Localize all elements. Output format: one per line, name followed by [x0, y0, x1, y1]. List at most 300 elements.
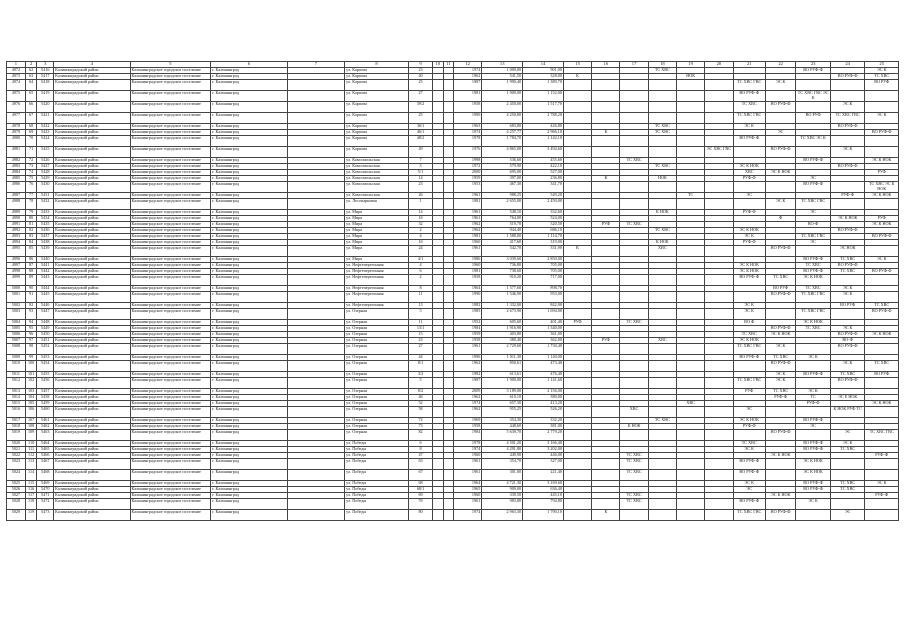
- table-cell: ул. Карпова: [345, 80, 409, 91]
- table-cell: [287, 292, 345, 303]
- table-cell: 62: [25, 68, 37, 74]
- table-cell: Калининградский район: [54, 210, 130, 216]
- table-cell: [443, 459, 453, 470]
- table-cell: 63: [25, 74, 37, 80]
- table-cell: Калининградское городское поселение: [130, 332, 211, 338]
- table-cell: 331,90: [523, 246, 564, 257]
- table-cell: [592, 136, 620, 147]
- table-cell: 1959: [454, 332, 482, 338]
- table-cell: [563, 361, 591, 372]
- table-cell: 5431: [37, 193, 54, 199]
- table-cell: Калининградское городское поселение: [130, 326, 211, 332]
- table-row: [7, 459, 899, 470]
- table-cell: г. Калининград: [211, 510, 287, 521]
- table-cell: [592, 113, 620, 124]
- table-cell: [592, 292, 620, 303]
- table-cell: 64: [25, 80, 37, 91]
- table-cell: 5446: [37, 303, 54, 309]
- table-cell: ВО РУФ-Ф: [733, 136, 765, 147]
- table-cell: ТС ХВС ЭС К: [796, 136, 831, 147]
- table-cell: ул. Победы: [345, 481, 409, 487]
- table-cell: ул. Карпова: [345, 68, 409, 74]
- table-cell: ЭС К: [733, 447, 765, 453]
- table-cell: [620, 275, 648, 286]
- table-cell: Калининградский район: [54, 424, 130, 430]
- table-cell: 4996: [7, 257, 26, 263]
- table-cell: 5428: [37, 170, 54, 176]
- table-cell: 116: [25, 487, 37, 493]
- table-cell: 1969: [454, 418, 482, 424]
- table-cell: ЭС К НОК: [733, 263, 765, 269]
- table-cell: [592, 102, 620, 113]
- table-cell: ЭС К НОК: [830, 216, 865, 222]
- table-cell: 2 459,00: [523, 199, 564, 210]
- table-row: [7, 80, 899, 91]
- table-cell: Калининградское городское поселение: [130, 361, 211, 372]
- table-cell: 1964: [454, 286, 482, 292]
- table-cell: [443, 102, 453, 113]
- table-cell: [287, 246, 345, 257]
- table-cell: ВО РУФ-Ф: [796, 182, 831, 193]
- table-cell: ВО РУФ-Ф: [733, 499, 765, 510]
- table-cell: 79: [25, 210, 37, 216]
- table-cell: Калининградское городское поселение: [130, 234, 211, 240]
- table-cell: [287, 407, 345, 418]
- column-number: 19: [677, 62, 705, 68]
- table-cell: [433, 80, 443, 91]
- table-cell: г. Калининград: [211, 130, 287, 136]
- table-cell: 4 250,80: [482, 113, 523, 124]
- table-cell: ВО РУФ: [865, 80, 899, 91]
- table-cell: Калининградское городское поселение: [130, 470, 211, 481]
- table-cell: Калининградское городское поселение: [130, 481, 211, 487]
- table-cell: [830, 80, 865, 91]
- table-cell: [705, 378, 733, 389]
- table-cell: Калининградский район: [54, 320, 130, 326]
- table-cell: ВО РУФ-Ф: [830, 332, 865, 338]
- table-cell: [620, 430, 648, 441]
- table-cell: ВО РУФ-Ф: [733, 355, 765, 361]
- table-cell: Калининградский район: [54, 130, 130, 136]
- table-cell: Калининградский район: [54, 430, 130, 441]
- column-number: 6: [211, 62, 287, 68]
- table-cell: [733, 430, 765, 441]
- table-cell: г. Калининград: [211, 344, 287, 355]
- table-cell: г. Калининград: [211, 303, 287, 309]
- table-cell: ВО РУФ-Ф: [765, 147, 795, 158]
- table-cell: [705, 246, 733, 257]
- table-cell: ТС ХВС ГВС: [733, 80, 765, 91]
- table-cell: Калининградское городское поселение: [130, 338, 211, 344]
- table-cell: 5441: [37, 263, 54, 269]
- table-cell: 5445: [37, 292, 54, 303]
- table-cell: ЭС ХВС ГВС: [705, 147, 733, 158]
- table-cell: 5 639,70: [482, 430, 523, 441]
- table-cell: 5421: [37, 113, 54, 124]
- table-cell: 23: [409, 182, 433, 193]
- table-cell: 76: [409, 499, 433, 510]
- table-cell: 4 721,30: [482, 481, 523, 487]
- table-cell: ТС ХВС ГВС: [733, 510, 765, 521]
- table-cell: 445,10: [523, 493, 564, 499]
- table-cell: 5029: [7, 510, 26, 521]
- table-cell: [592, 147, 620, 158]
- table-cell: Калининградское городское поселение: [130, 286, 211, 292]
- table-cell: [705, 510, 733, 521]
- table-cell: ТС ХВС: [765, 389, 795, 395]
- table-body: [7, 62, 899, 521]
- table-cell: [705, 199, 733, 210]
- table-cell: ЭС К НОК: [796, 275, 831, 286]
- table-cell: 46/1: [409, 130, 433, 136]
- table-cell: [287, 80, 345, 91]
- table-cell: ул. Озерная: [345, 355, 409, 361]
- table-cell: ТС ХВС: [620, 459, 648, 470]
- table-cell: [865, 459, 899, 470]
- table-cell: Калининградский район: [54, 453, 130, 459]
- table-cell: г. Калининград: [211, 395, 287, 401]
- table-cell: г. Калининград: [211, 240, 287, 246]
- table-cell: 1981: [454, 234, 482, 240]
- table-cell: 26: [409, 193, 433, 199]
- table-cell: 36/1: [409, 124, 433, 130]
- table-cell: К НОК: [648, 210, 676, 216]
- table-cell: ЭС К НОК: [733, 228, 765, 234]
- table-cell: 327,00: [523, 459, 564, 470]
- table-cell: [677, 309, 705, 320]
- table-cell: ул. Озерная: [345, 338, 409, 344]
- table-cell: 5447: [37, 309, 54, 320]
- table-cell: 1 790,10: [523, 510, 564, 521]
- table-cell: 14: [409, 176, 433, 182]
- table-cell: Калининградский район: [54, 389, 130, 395]
- table-cell: 301,00: [482, 470, 523, 481]
- table-cell: ул. Мира: [345, 216, 409, 222]
- table-cell: ТС ХВС ГВС: [733, 344, 765, 355]
- table-cell: [592, 309, 620, 320]
- table-cell: 2 850,00: [523, 257, 564, 263]
- table-cell: 1 152,00: [523, 91, 564, 102]
- table-cell: Калининградское городское поселение: [130, 158, 211, 164]
- table-cell: ул. Озерная: [345, 378, 409, 389]
- table-cell: Калининградский район: [54, 136, 130, 147]
- table-cell: [443, 344, 453, 355]
- table-cell: [796, 430, 831, 441]
- table-cell: 5463: [37, 430, 54, 441]
- table-cell: ТС ХВС ГВС: [796, 309, 831, 320]
- table-cell: Калининградский район: [54, 481, 130, 487]
- table-cell: ВО-Ф: [830, 338, 865, 344]
- table-cell: 2 779,20: [523, 430, 564, 441]
- table-cell: 605,60: [482, 320, 523, 326]
- table-cell: НОК: [648, 176, 676, 182]
- table-cell: 705,00: [523, 269, 564, 275]
- table-cell: Калининградское городское поселение: [130, 164, 211, 170]
- table-cell: [433, 102, 443, 113]
- table-cell: Калининградское городское поселение: [130, 147, 211, 158]
- table-cell: ЭС К НОК: [865, 193, 899, 199]
- table-cell: 1958: [454, 424, 482, 430]
- table-cell: РУФ-Ф: [733, 424, 765, 430]
- column-number: 4: [54, 62, 130, 68]
- table-cell: ЭС К НОК: [765, 170, 795, 176]
- table-cell: 11: [409, 292, 433, 303]
- table-cell: Калининградское городское поселение: [130, 210, 211, 216]
- table-cell: 5: [409, 309, 433, 320]
- table-cell: [677, 499, 705, 510]
- table-cell: ЭС К: [733, 481, 765, 487]
- table-cell: ТС ХВС: [830, 257, 865, 263]
- table-cell: 988,25: [482, 193, 523, 199]
- table-cell: ВО РУФ-Ф: [733, 91, 765, 102]
- table-cell: [620, 113, 648, 124]
- table-cell: ТС ХВС: [620, 453, 648, 459]
- table-cell: [705, 292, 733, 303]
- table-cell: [592, 499, 620, 510]
- table-cell: ЭС: [733, 487, 765, 493]
- table-cell: г. Калининград: [211, 147, 287, 158]
- table-cell: ЭС К НОК: [765, 493, 795, 499]
- table-cell: [648, 136, 676, 147]
- table-cell: ул. Карпова: [345, 74, 409, 80]
- table-cell: ЭС К НОК: [865, 332, 899, 338]
- table-cell: 87: [25, 263, 37, 269]
- table-cell: [563, 510, 591, 521]
- table-cell: 449,90: [482, 453, 523, 459]
- table-cell: ВО РУФ-Ф: [865, 309, 899, 320]
- table-cell: 2 729,60: [482, 344, 523, 355]
- table-cell: 413,20: [523, 401, 564, 407]
- table-cell: ул. Победы: [345, 459, 409, 470]
- table-cell: [443, 510, 453, 521]
- table-cell: ул. Победы: [345, 441, 409, 447]
- table-cell: ЭС К НОК: [733, 418, 765, 424]
- table-cell: ТС ХВС: [620, 222, 648, 228]
- table-cell: 73: [409, 424, 433, 430]
- table-cell: 5466: [37, 453, 54, 459]
- table-cell: 93: [25, 309, 37, 320]
- table-cell: 106: [25, 407, 37, 418]
- table-cell: 5422: [37, 124, 54, 130]
- table-cell: г. Калининград: [211, 222, 287, 228]
- table-cell: г. Калининград: [211, 193, 287, 199]
- table-cell: ВО РУФ-Ф: [733, 459, 765, 470]
- table-cell: 5459: [37, 401, 54, 407]
- table-row: [7, 275, 899, 286]
- table-row: [7, 361, 899, 372]
- table-cell: 380,40: [482, 338, 523, 344]
- table-cell: 5425: [37, 147, 54, 158]
- column-number: 16: [592, 62, 620, 68]
- column-number: 11: [443, 62, 453, 68]
- table-cell: [677, 113, 705, 124]
- table-cell: 3 494,60: [523, 147, 564, 158]
- table-cell: 524,00: [523, 216, 564, 222]
- table-cell: РУФ: [592, 222, 620, 228]
- table-cell: 104: [25, 395, 37, 401]
- table-cell: Ф: [765, 216, 795, 222]
- table-cell: 5437: [37, 234, 54, 240]
- table-cell: ВО РУФ: [865, 372, 899, 378]
- table-cell: [677, 344, 705, 355]
- table-cell: [443, 136, 453, 147]
- table-cell: 5010: [7, 361, 26, 372]
- table-cell: 953,00: [523, 292, 564, 303]
- table-cell: ул. Комсомольская: [345, 158, 409, 164]
- table-cell: Калининградское городское поселение: [130, 257, 211, 263]
- table-cell: Калининградское городское поселение: [130, 430, 211, 441]
- table-cell: 332,60: [523, 210, 564, 216]
- table-cell: [830, 91, 865, 102]
- table-cell: ул. Мира: [345, 228, 409, 234]
- table-cell: [648, 459, 676, 470]
- table-cell: Калининградское городское поселение: [130, 80, 211, 91]
- table-cell: 1987: [454, 80, 482, 91]
- table-cell: [433, 91, 443, 102]
- table-cell: ТС ХВС: [830, 372, 865, 378]
- table-cell: 1 546,90: [482, 292, 523, 303]
- table-cell: 1974: [454, 401, 482, 407]
- table-cell: НОК: [677, 74, 705, 80]
- table-cell: 448,60: [482, 424, 523, 430]
- table-cell: 736,80: [482, 263, 523, 269]
- table-cell: 1958: [454, 275, 482, 286]
- table-cell: Калининградское городское поселение: [130, 401, 211, 407]
- table-cell: ЭС К НОК: [733, 269, 765, 275]
- table-cell: ул. Комсомольская: [345, 170, 409, 176]
- table-cell: [677, 91, 705, 102]
- table-cell: 1 009,00: [482, 68, 523, 74]
- column-number: 20: [705, 62, 733, 68]
- table-cell: [433, 470, 443, 481]
- table-cell: 105: [25, 401, 37, 407]
- table-cell: [677, 378, 705, 389]
- table-cell: [563, 80, 591, 91]
- table-cell: 1984: [454, 326, 482, 332]
- table-cell: [287, 182, 345, 193]
- table-cell: 542,70: [482, 246, 523, 257]
- table-cell: 328,00: [523, 74, 564, 80]
- table-cell: ТС ХВС ГВС: [865, 430, 899, 441]
- column-number: 22: [765, 62, 795, 68]
- table-cell: РУФ: [865, 216, 899, 222]
- table-cell: г. Калининград: [211, 246, 287, 257]
- table-cell: 901,00: [523, 68, 564, 74]
- table-cell: ВО РУФ-Ф: [830, 228, 865, 234]
- table-cell: 101: [25, 372, 37, 378]
- table-cell: 5419: [37, 91, 54, 102]
- table-cell: 4997: [7, 263, 26, 269]
- table-cell: г. Калининград: [211, 378, 287, 389]
- table-cell: [677, 102, 705, 113]
- table-cell: ТС ХВС: [648, 418, 676, 424]
- table-cell: 5472: [37, 499, 54, 510]
- table-cell: 5444: [37, 286, 54, 292]
- table-cell: 1962: [454, 407, 482, 418]
- table-cell: ТС ХВС: [830, 487, 865, 493]
- table-cell: 1965: [454, 487, 482, 493]
- table-cell: ул. Озерная: [345, 320, 409, 326]
- table-cell: 5434: [37, 216, 54, 222]
- table-cell: 1984: [454, 430, 482, 441]
- table-cell: Калининградское городское поселение: [130, 199, 211, 210]
- table-cell: 354,30: [482, 418, 523, 424]
- column-number: 23: [796, 62, 831, 68]
- table-cell: ул. Победы: [345, 453, 409, 459]
- table-cell: Калининградский район: [54, 407, 130, 418]
- table-cell: 111: [25, 447, 37, 453]
- table-cell: 84: [25, 240, 37, 246]
- table-cell: 636,40: [523, 487, 564, 493]
- table-row: [7, 199, 899, 210]
- table-cell: 401,40: [523, 320, 564, 326]
- table-cell: 2000: [454, 170, 482, 176]
- table-cell: 1987: [454, 378, 482, 389]
- table-cell: ЭС К НОК: [796, 459, 831, 470]
- table-cell: [443, 246, 453, 257]
- table-cell: 5423: [37, 130, 54, 136]
- table-cell: ТС ХВС ГВС: [796, 199, 831, 210]
- table-cell: ул. Озерная: [345, 395, 409, 401]
- table-cell: [705, 430, 733, 441]
- table-cell: [620, 292, 648, 303]
- table-cell: Калининградский район: [54, 246, 130, 257]
- table-cell: [796, 344, 831, 355]
- table-cell: 613,61: [482, 372, 523, 378]
- table-cell: [620, 510, 648, 521]
- table-cell: [865, 246, 899, 257]
- table-cell: 1961: [454, 210, 482, 216]
- table-cell: ЭС К: [865, 113, 899, 124]
- table-cell: 1974: [454, 68, 482, 74]
- table-cell: Калининградское городское поселение: [130, 91, 211, 102]
- table-cell: 98: [25, 344, 37, 355]
- table-cell: 5003: [7, 309, 26, 320]
- table-cell: [592, 459, 620, 470]
- column-number: 5: [130, 62, 211, 68]
- table-cell: ХВС: [648, 246, 676, 257]
- table-cell: ВО РУФ-Ф: [865, 234, 899, 240]
- table-cell: [287, 344, 345, 355]
- table-cell: 1974: [454, 510, 482, 521]
- table-cell: [648, 199, 676, 210]
- table-cell: ЭС К: [865, 68, 899, 74]
- table-cell: Калининградское городское поселение: [130, 320, 211, 326]
- table-cell: ЭС К: [733, 124, 765, 130]
- table-cell: ВО РУФ-Ф: [796, 441, 831, 447]
- table-cell: Калининградский район: [54, 263, 130, 269]
- table-cell: ул. Победы: [345, 447, 409, 453]
- table-cell: [433, 199, 443, 210]
- table-cell: 5458: [37, 395, 54, 401]
- table-row: [7, 344, 899, 355]
- table-cell: ЭС К НОК: [865, 222, 899, 228]
- table-cell: 4991: [7, 222, 26, 228]
- table-cell: 4992: [7, 228, 26, 234]
- table-cell: ВО РУФ-Ф: [830, 124, 865, 130]
- table-cell: г. Калининград: [211, 80, 287, 91]
- table-cell: ЭС: [796, 176, 831, 182]
- table-cell: 5439: [37, 246, 54, 257]
- table-cell: 3: [409, 164, 433, 170]
- table-cell: [765, 470, 795, 481]
- table-cell: 39/2: [409, 102, 433, 113]
- table-cell: ВО РУФ-Ф: [765, 102, 795, 113]
- table-cell: 1 730,40: [523, 344, 564, 355]
- table-cell: 738,60: [482, 269, 523, 275]
- table-cell: 381,00: [523, 424, 564, 430]
- table-cell: ТС ХВС: [648, 124, 676, 130]
